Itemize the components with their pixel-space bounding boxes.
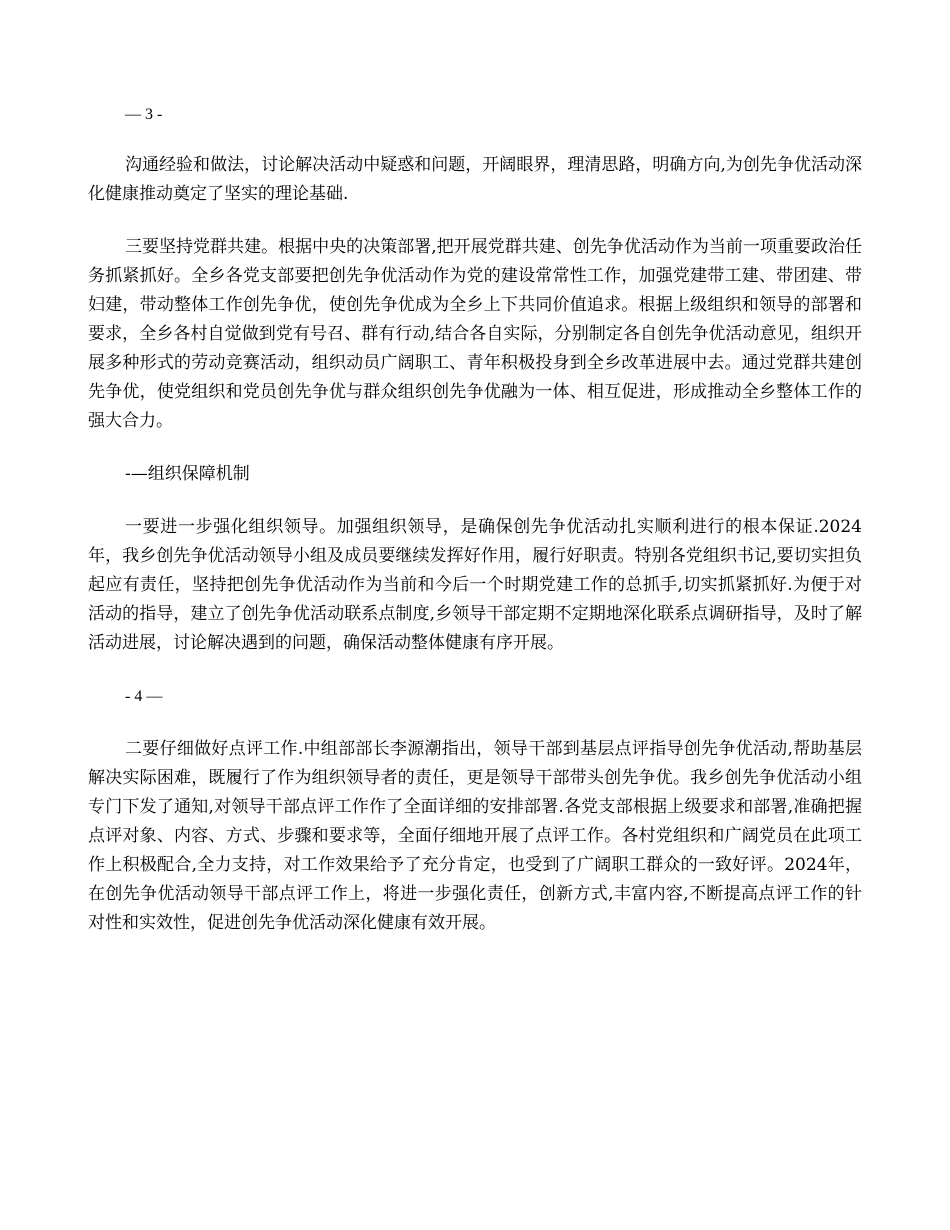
document-page — [88, 100, 862, 938]
paragraph: 沟通经验和做法，讨论解决活动中疑惑和问题，开阔眼界，理清思路，明确方向,为创先争优活动深化健康推动奠定了坚实的理论基础. — [88, 155, 862, 204]
section-heading: -—组织保障机制 — [125, 464, 250, 484]
paragraph: 三要坚持党群共建。根据中央的决策部署,把开展党群共建、创先争优活动作为当前一项重要政治任务抓紧抓好。全乡各党支部要把创先争优活动作为党的建设常常性工作，加强党建带工建、带团建、带妇建，带动整体工作创先争优，使创先争优成为全乡上下共同价值追求。根据上级组织和领导的部署和要求，全乡各村自觉做到党有号召、群有行动,结合各自实际，分别制定各自创先争优活动意见，组织开展多种形式的劳动竞赛活动，组织动员广阔职工、青年积极投身到全乡改革进展中去。通过党群共建创先争优，使党组织和党员创先争优与群众组织创先争优融为一体、相互促进，形成推动全乡整体工作的强大合力。 — [88, 237, 862, 431]
page-number-marker: — 3 - — [125, 106, 163, 123]
paragraph: 一要进一步强化组织领导。加强组织领导，是确保创先争优活动扎实顺利进行的根本保证.2024年，我乡创先争优活动领导小组及成员要继续发挥好作用，履行好职责。特别各党组织书记,要切实担负起应有责任，坚持把创先争优活动作为当前和今后一个时期党建工作的总抓手,切实抓紧抓好.为便于对活动的指导，建立了创先争优活动联系点制度,乡领导干部定期不定期地深化联系点调研指导，及时了解活动进展，讨论解决遇到的问题，确保活动整体健康有序开展。 — [88, 517, 862, 653]
page-number-marker: - 4 — — [125, 688, 163, 705]
paragraph: 二要仔细做好点评工作.中组部部长李源潮指出，领导干部到基层点评指导创先争优活动,帮助基层解决实际困难，既履行了作为组织领导者的责任，更是领导干部带头创先争优。我乡创先争优活动小组专门下发了通知,对领导干部点评工作作了全面详细的安排部署.各党支部根据上级要求和部署,准确把握点评对象、内容、方式、步骤和要求等，全面仔细地开展了点评工作。各村党组织和广阔党员在此项工作上积极配合,全力支持，对工作效果给予了充分肯定，也受到了广阔职工群众的一致好评。2024年，在创先争优活动领导干部点评工作上，将进一步强化责任，创新方式,丰富内容,不断提高点评工作的针对性和实效性，促进创先争优活动深化健康有效开展。 — [88, 739, 862, 933]
